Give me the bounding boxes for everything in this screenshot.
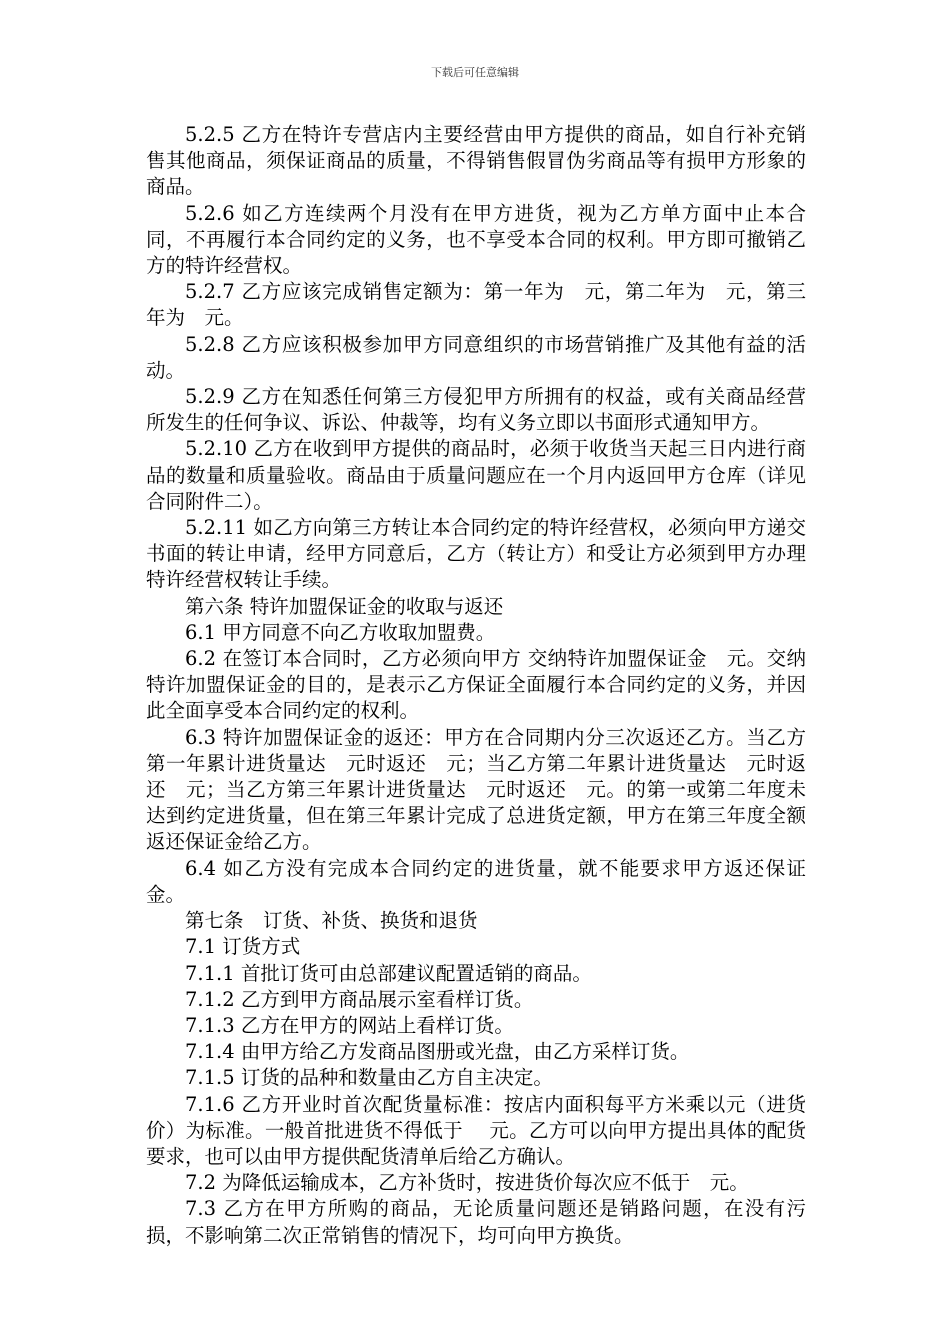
paragraph-7-1-6: 7.1.6 乙方开业时首次配货量标准：按店内面积每平方米乘以元（进货价）为标准。一般首批进货不得低于 元。乙方可以向甲方提出具体的配货要求，也可以由甲方提供配货清单后给乙方确认。 bbox=[146, 1092, 806, 1168]
paragraph-7-2: 7.2 为降低运输成本，乙方补货时，按进货价每次应不低于 元。 bbox=[185, 1171, 749, 1195]
paragraph-5-2-5: 5.2.5 乙方在特许专营店内主要经营由甲方提供的商品，如自行补充销售其他商品，须保证商品的质量，不得销售假冒伪劣商品等有损甲方形象的商品。 bbox=[146, 123, 806, 199]
paragraph-7-1-4: 7.1.4 由甲方给乙方发商品图册或光盘，由乙方采样订货。 bbox=[185, 1040, 690, 1064]
paragraph-6-4: 6.4 如乙方没有完成本合同约定的进货量，就不能要求甲方返还保证金。 bbox=[146, 856, 806, 906]
paragraph-7-1-2: 7.1.2 乙方到甲方商品展示室看样订货。 bbox=[185, 987, 534, 1011]
article-7-heading: 第七条 订货、补货、换货和退货 bbox=[185, 909, 478, 933]
paragraph-5-2-10: 5.2.10 乙方在收到甲方提供的商品时，必须于收货当天起三日内进行商品的数量和质量验收。商品由于质量问题应在一个月内返回甲方仓库（详见合同附件二）。 bbox=[146, 437, 806, 513]
paragraph-6-1: 6.1 甲方同意不向乙方收取加盟费。 bbox=[185, 620, 496, 644]
paragraph-6-3: 6.3 特许加盟保证金的返还：甲方在合同期内分三次返还乙方。当乙方第一年累计进货量达 元时返还 元；当乙方第二年累计进货量达 元时返还 元；当乙方第三年累计进货量达 元时返还 元。的第一或第二年度未达到约定进货量，但在第三年累计完成了总进货定额，甲方在第三年度全额返还保证金给乙方。 bbox=[146, 725, 806, 854]
paragraph-7-3: 7.3 乙方在甲方所购的商品，无论质量问题还是销路问题，在没有污损，不影响第二次正常销售的情况下，均可向甲方换货。 bbox=[146, 1197, 806, 1247]
paragraph-7-1: 7.1 订货方式 bbox=[185, 935, 301, 959]
article-6-heading: 第六条 特许加盟保证金的收取与返还 bbox=[185, 594, 504, 618]
paragraph-5-2-7: 5.2.7 乙方应该完成销售定额为：第一年为 元，第二年为 元，第三年为 元。 bbox=[146, 280, 806, 330]
paragraph-7-1-1: 7.1.1 首批订货可由总部建议配置适销的商品。 bbox=[185, 961, 592, 985]
paragraph-5-2-6: 5.2.6 如乙方连续两个月没有在甲方进货，视为乙方单方面中止本合同，不再履行本合同约定的义务，也不享受本合同的权利。甲方即可撤销乙方的特许经营权。 bbox=[146, 201, 806, 278]
paragraph-5-2-8: 5.2.8 乙方应该积极参加甲方同意组织的市场营销推广及其他有益的活动。 bbox=[146, 332, 806, 382]
paragraph-7-1-3: 7.1.3 乙方在甲方的网站上看样订货。 bbox=[185, 1013, 514, 1037]
paragraph-6-2: 6.2 在签订本合同时，乙方必须向甲方 交纳特许加盟保证金 元。交纳特许加盟保证金的目的，是表示乙方保证全面履行本合同约定的义务，并因此全面享受本合同约定的权利。 bbox=[146, 647, 806, 723]
paragraph-5-2-11: 5.2.11 如乙方向第三方转让本合同约定的特许经营权，必须向甲方递交书面的转让申请，经甲方同意后，乙方（转让方）和受让方必须到甲方办理特许经营权转让手续。 bbox=[146, 516, 806, 592]
paragraph-5-2-9: 5.2.9 乙方在知悉任何第三方侵犯甲方所拥有的权益，或有关商品经营所发生的任何争议、诉讼、仲裁等，均有义务立即以书面形式通知甲方。 bbox=[146, 385, 806, 435]
document-body bbox=[146, 122, 806, 1249]
page-header: 下载后可任意编辑 bbox=[431, 66, 519, 79]
paragraph-7-1-5: 7.1.5 订货的品种和数量由乙方自主决定。 bbox=[185, 1066, 553, 1090]
